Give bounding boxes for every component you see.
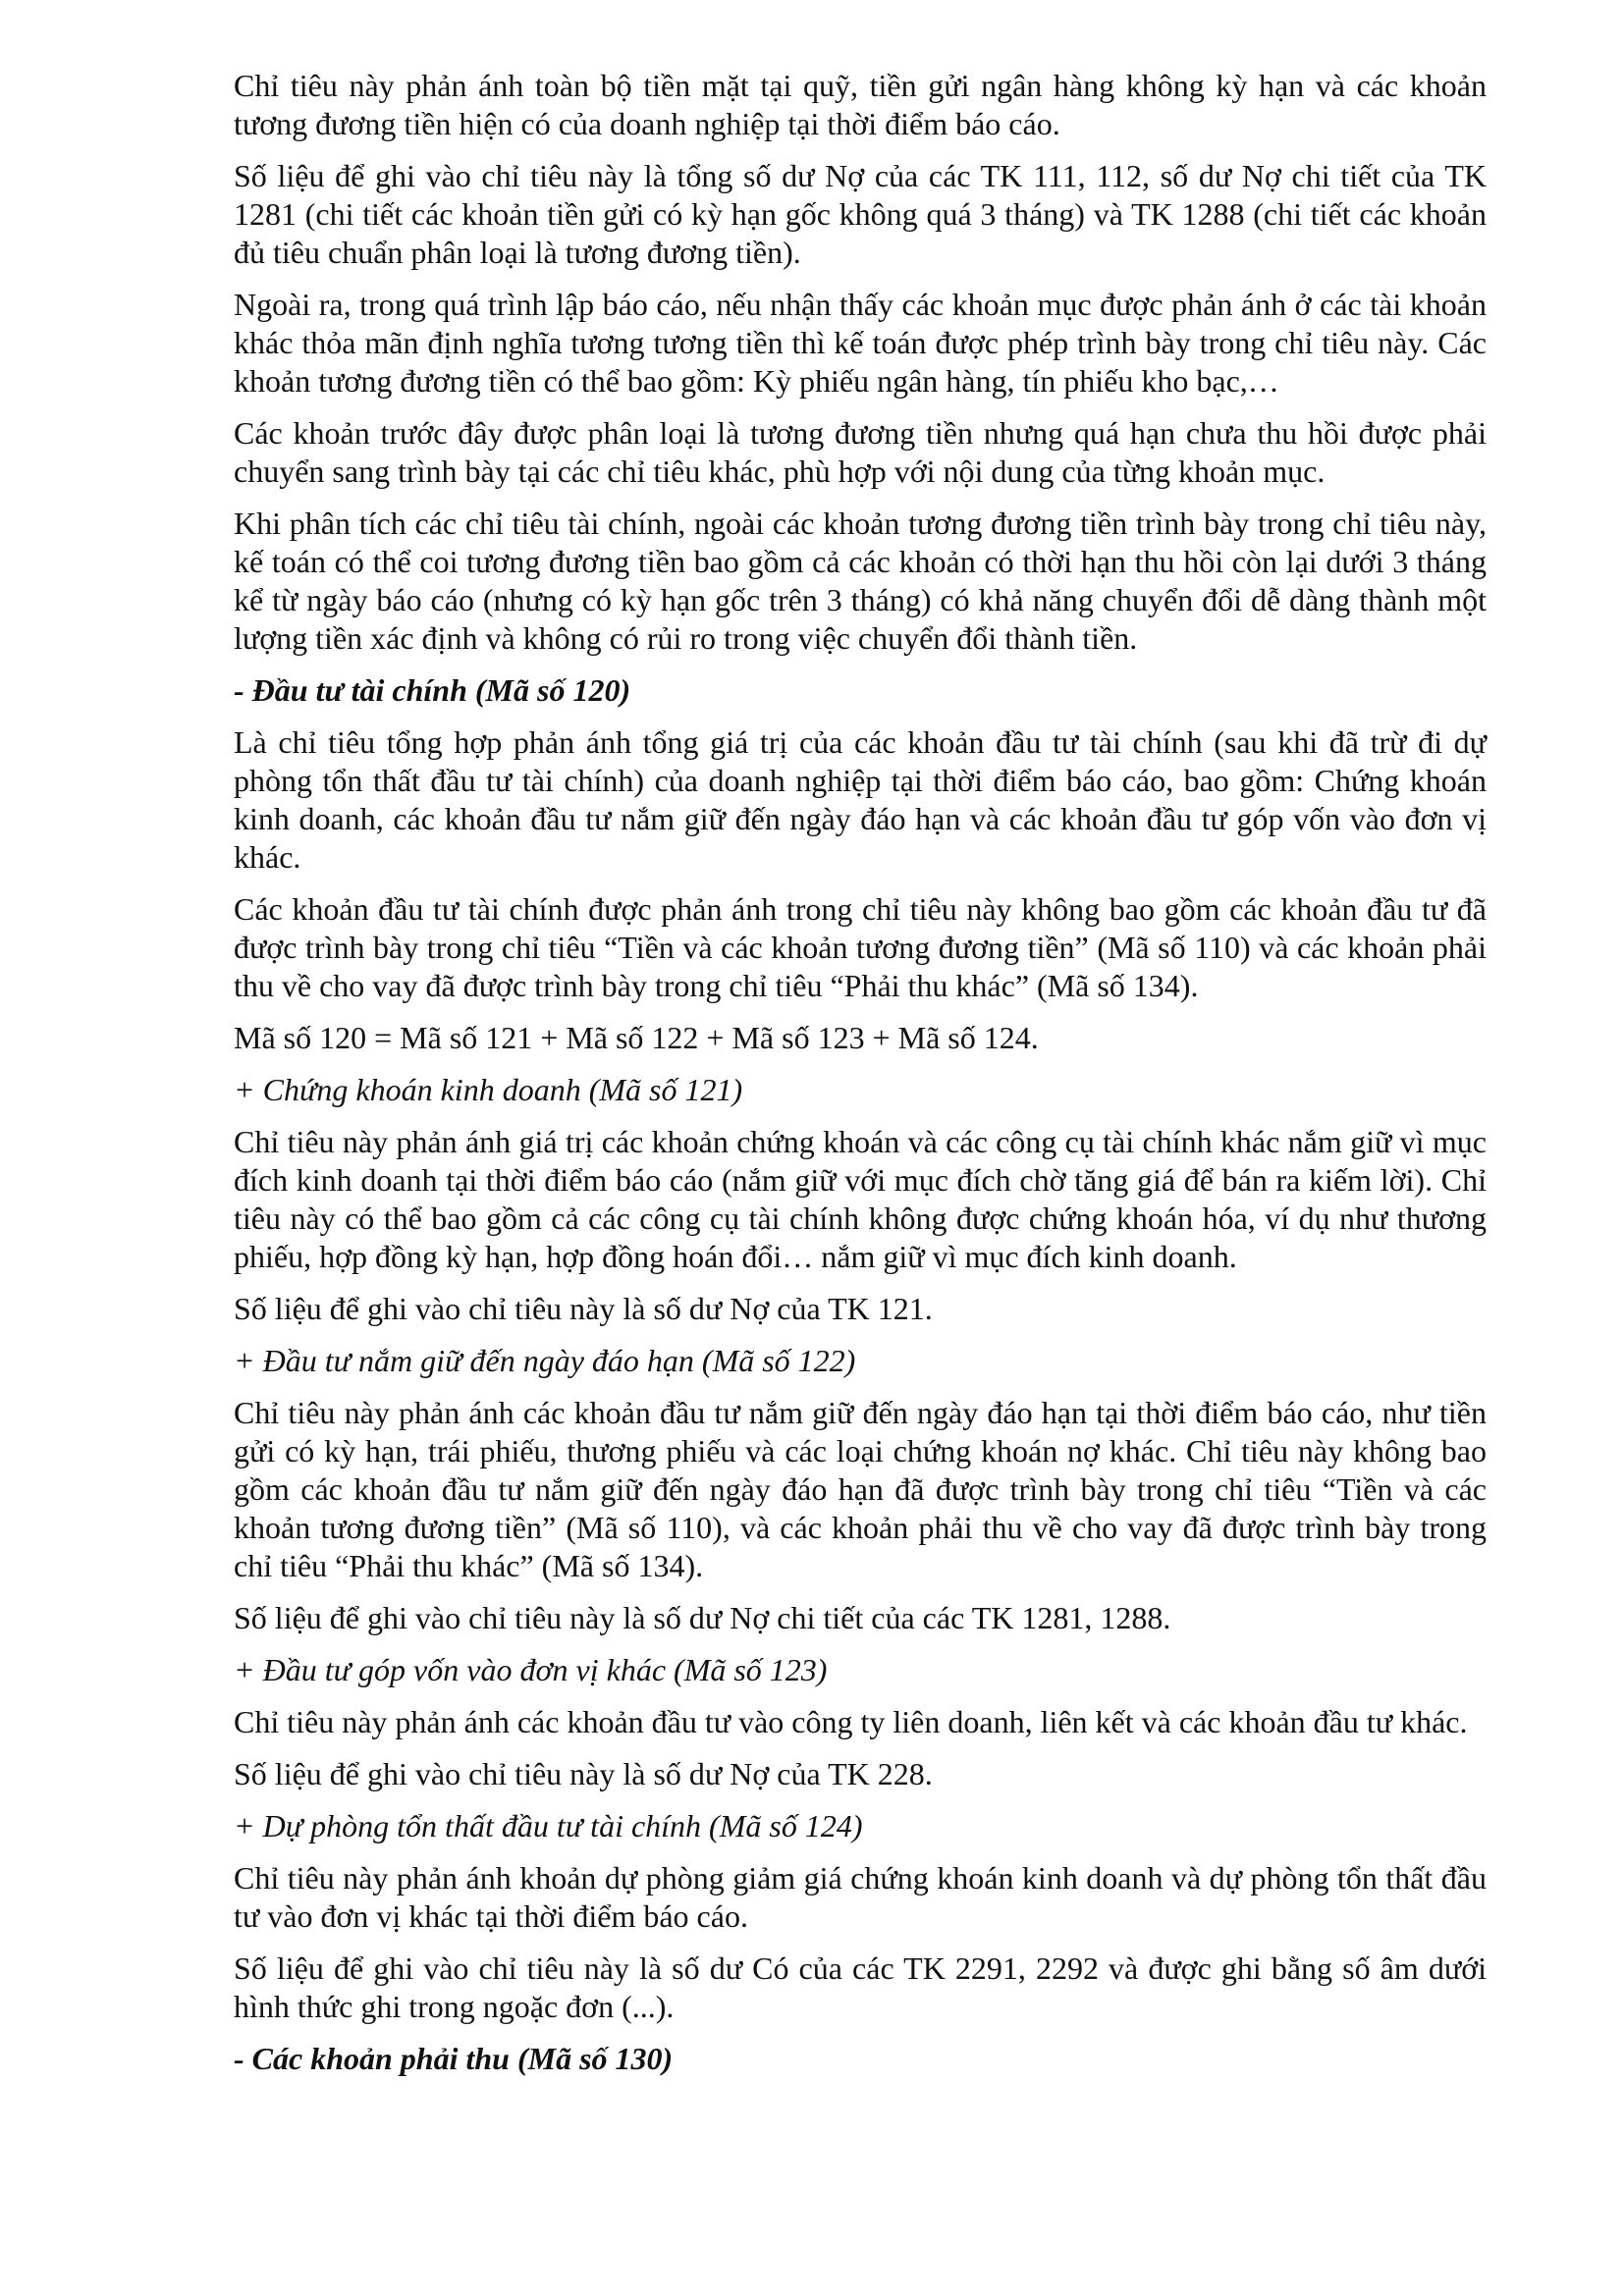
paragraph-cash-equivalents-other-accounts: Ngoài ra, trong quá trình lập báo cáo, nếu nhận thấy các khoản mục được phản ánh ở các tài khoản khác thỏa mãn định nghĩa tương tương tiền thì kế toán được phép trình bày trong chỉ tiêu này. Các khoản tương đương tiền có thể bao gồm: Kỳ phiếu ngân hàng, tín phiếu kho bạc,…	[234, 287, 1487, 399]
paragraph-equity-investments-definition: Chỉ tiêu này phản ánh các khoản đầu tư vào công ty liên doanh, liên kết và các khoản đầu tư khác.	[234, 1704, 1468, 1739]
paragraph-financial-investments-definition: Là chỉ tiêu tổng hợp phản ánh tổng giá trị của các khoản đầu tư tài chính (sau khi đã trừ đi dự phòng tổn thất đầu tư tài chính) của doanh nghiệp tại thời điểm báo cáo, bao gồm: Chứng khoán kinh doanh, các khoản đầu tư nắm giữ đến ngày đáo hạn và các khoản đầu tư góp vốn vào đơn vị khác.	[234, 724, 1487, 875]
subheading-held-to-maturity: + Đầu tư nắm giữ đến ngày đáo hạn (Mã số 122)	[234, 1343, 856, 1378]
paragraph-financial-investments-exclusions: Các khoản đầu tư tài chính được phản ánh trong chỉ tiêu này không bao gồm các khoản đầu tư đã được trình bày trong chỉ tiêu “Tiền và các khoản tương đương tiền” (Mã số 110) và các khoản phải thu về cho vay đã được trình bày trong chỉ tiêu “Phải thu khác” (Mã số 134).	[234, 891, 1487, 1003]
paragraph-financial-analysis: Khi phân tích các chỉ tiêu tài chính, ngoài các khoản tương đương tiền trình bày trong chỉ tiêu này, kế toán có thể coi tương đương tiền bao gồm cả các khoản có thời hạn thu hồi còn lại dưới 3 tháng kể từ ngày báo cáo (nhưng có kỳ hạn gốc trên 3 tháng) có khả năng chuyển đổi dễ dàng thành một lượng tiền xác định và không có rủi ro trong việc chuyển đổi thành tiền.	[234, 506, 1487, 656]
heading-financial-investments: - Đầu tư tài chính (Mã số 120)	[234, 672, 631, 708]
paragraph-held-to-maturity-definition: Chỉ tiêu này phản ánh các khoản đầu tư nắm giữ đến ngày đáo hạn tại thời điểm báo cáo, như tiền gửi có kỳ hạn, trái phiếu, thương phiếu và các loại chứng khoán nợ khác. Chỉ tiêu này không bao gồm các khoản đầu tư nắm giữ đến ngày đáo hạn đã được trình bày trong chỉ tiêu “Tiền và các khoản tương đương tiền” (Mã số 110), và các khoản phải thu về cho vay đã được trình bày trong chỉ tiêu “Phải thu khác” (Mã số 134).	[234, 1395, 1487, 1583]
paragraph-trading-securities-data-source: Số liệu để ghi vào chỉ tiêu này là số dư Nợ của TK 121.	[234, 1291, 933, 1326]
document-page	[234, 67, 1487, 2092]
paragraph-held-to-maturity-data-source: Số liệu để ghi vào chỉ tiêu này là số dư Nợ chi tiết của các TK 1281, 1288.	[234, 1600, 1171, 1635]
paragraph-cash-definition: Chỉ tiêu này phản ánh toàn bộ tiền mặt tại quỹ, tiền gửi ngân hàng không kỳ hạn và các khoản tương đương tiền hiện có của doanh nghiệp tại thời điểm báo cáo.	[234, 68, 1487, 141]
subheading-equity-investments: + Đầu tư góp vốn vào đơn vị khác (Mã số 123)	[234, 1652, 828, 1687]
formula-code-120: Mã số 120 = Mã số 121 + Mã số 122 + Mã số 123 + Mã số 124.	[234, 1020, 1039, 1055]
subheading-trading-securities: + Chứng khoán kinh doanh (Mã số 121)	[234, 1072, 743, 1107]
heading-receivables: - Các khoản phải thu (Mã số 130)	[234, 2041, 674, 2076]
paragraph-cash-data-source: Số liệu để ghi vào chỉ tiêu này là tổng số dư Nợ của các TK 111, 112, số dư Nợ chi tiết của TK 1281 (chi tiết các khoản tiền gửi có kỳ hạn gốc không quá 3 tháng) và TK 1288 (chi tiết các khoản đủ tiêu chuẩn phân loại là tương đương tiền).	[234, 158, 1487, 270]
paragraph-provision-definition: Chỉ tiêu này phản ánh khoản dự phòng giảm giá chứng khoán kinh doanh và dự phòng tổn thất đầu tư vào đơn vị khác tại thời điểm báo cáo.	[234, 1860, 1487, 1934]
paragraph-overdue-equivalents: Các khoản trước đây được phân loại là tương đương tiền nhưng quá hạn chưa thu hồi được phải chuyển sang trình bày tại các chỉ tiêu khác, phù hợp với nội dung của từng khoản mục.	[234, 415, 1487, 489]
paragraph-provision-data-source: Số liệu để ghi vào chỉ tiêu này là số dư Có của các TK 2291, 2292 và được ghi bằng số âm dưới hình thức ghi trong ngoặc đơn (...).	[234, 1950, 1487, 2024]
paragraph-trading-securities-definition: Chỉ tiêu này phản ánh giá trị các khoản chứng khoán và các công cụ tài chính khác nắm giữ vì mục đích kinh doanh tại thời điểm báo cáo (nắm giữ với mục đích chờ tăng giá để bán ra kiếm lời). Chỉ tiêu này có thể bao gồm cả các công cụ tài chính không được chứng khoán hóa, ví dụ như thương phiếu, hợp đồng kỳ hạn, hợp đồng hoán đổi… nắm giữ vì mục đích kinh doanh.	[234, 1124, 1487, 1274]
subheading-investment-loss-provision: + Dự phòng tổn thất đầu tư tài chính (Mã số 124)	[234, 1808, 863, 1843]
paragraph-equity-investments-data-source: Số liệu để ghi vào chỉ tiêu này là số dư Nợ của TK 228.	[234, 1756, 933, 1791]
